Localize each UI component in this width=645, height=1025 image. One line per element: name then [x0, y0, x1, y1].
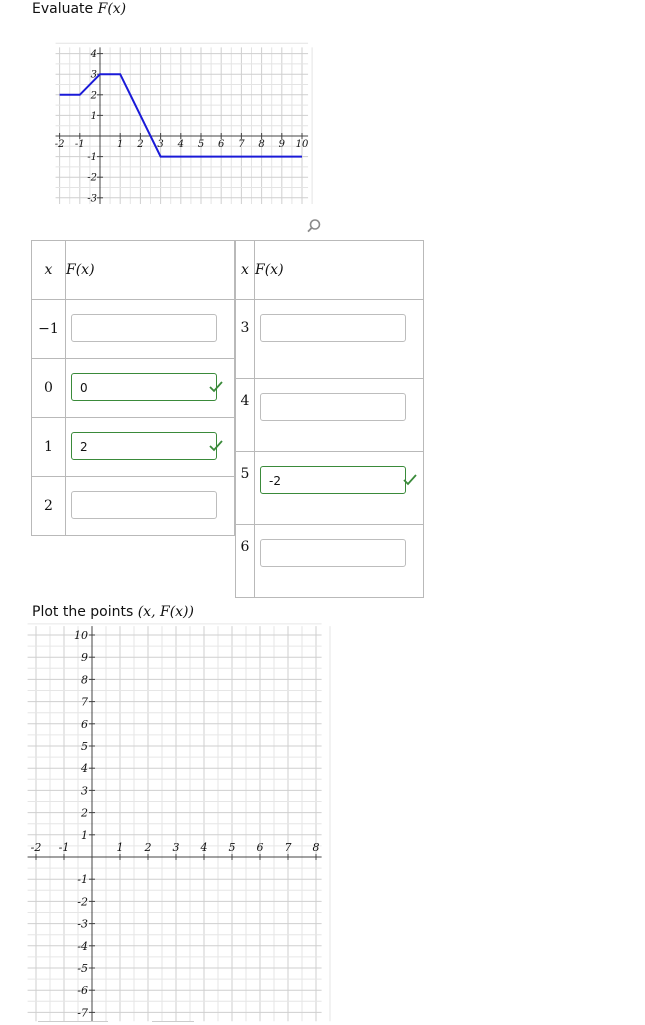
plot-tool-button[interactable]	[152, 1021, 194, 1025]
fx-cell	[66, 418, 235, 477]
plot-grid	[28, 624, 330, 1021]
x-tick-label: -2	[54, 139, 65, 150]
checkmark-icon	[403, 474, 417, 486]
fx-cell	[255, 525, 424, 598]
x-value: 1	[32, 418, 66, 477]
x-tick-label: -1	[58, 841, 70, 854]
y-tick-label: 3	[90, 69, 97, 81]
plot-instruction-pair: (x, F(x))	[137, 604, 194, 620]
header-x: x	[32, 241, 66, 300]
fx-input[interactable]	[71, 314, 217, 342]
fx-input[interactable]	[260, 539, 406, 567]
x-value: 0	[32, 359, 66, 418]
fx-input[interactable]: 2	[71, 432, 217, 460]
fx-cell	[66, 477, 235, 536]
y-tick-label: 7	[81, 695, 88, 709]
x-tick-label: -2	[30, 841, 42, 854]
y-tick-label: -4	[77, 939, 88, 953]
magnifier-icon[interactable]	[306, 218, 322, 234]
x-tick-label: 3	[157, 139, 164, 150]
x-tick-label: -1	[74, 139, 85, 150]
plot-instruction-text: Plot the points	[32, 604, 134, 620]
y-tick-label: 1	[81, 828, 88, 842]
fx-cell	[255, 452, 424, 525]
title-function: F(x)	[97, 1, 127, 17]
x-tick-label: 6	[218, 139, 225, 150]
x-tick-label: 7	[284, 841, 292, 854]
y-tick-label: -1	[77, 873, 88, 887]
x-value: −1	[32, 300, 66, 359]
header-x: x	[236, 241, 255, 300]
y-tick-label: 5	[81, 740, 88, 753]
fx-input[interactable]: -2	[260, 466, 406, 494]
y-tick-label: -7	[77, 1006, 88, 1020]
plot-tool-button[interactable]	[38, 1021, 108, 1025]
plot-instruction	[32, 604, 194, 620]
x-value: 5	[236, 452, 255, 525]
fx-input[interactable]	[260, 314, 406, 342]
y-tick-label: 8	[81, 673, 88, 687]
values-table-left	[31, 240, 235, 536]
y-tick-label: -5	[77, 962, 88, 975]
y-tick-label: -2	[87, 172, 97, 184]
y-tick-label: 3	[81, 784, 88, 798]
y-tick-label: 1	[90, 110, 97, 122]
x-tick-label: 10	[295, 139, 309, 150]
x-tick-label: 4	[200, 841, 208, 854]
y-tick-label: 4	[81, 762, 88, 776]
y-tick-label: 4	[90, 49, 97, 61]
x-value: 6	[236, 525, 255, 598]
x-tick-label: 2	[137, 139, 144, 150]
graph-tick-labels	[55, 49, 309, 204]
fx-cell	[255, 300, 424, 379]
y-tick-label: 6	[81, 717, 88, 731]
y-tick-label: 10	[74, 629, 88, 642]
x-tick-label: 8	[258, 139, 265, 150]
y-tick-label: -1	[87, 152, 97, 164]
x-value: 2	[32, 477, 66, 536]
fx-cell	[66, 359, 235, 418]
header-fx: F(x)	[66, 241, 235, 300]
x-tick-label: 3	[172, 841, 180, 854]
y-tick-label: -6	[77, 984, 88, 998]
plot-tick-labels	[31, 629, 320, 1019]
checkmark-icon	[209, 381, 223, 393]
fx-cell	[66, 300, 235, 359]
y-tick-label: -3	[77, 917, 88, 931]
x-tick-label: 6	[256, 841, 264, 854]
x-value: 4	[236, 379, 255, 452]
x-tick-label: 4	[177, 139, 184, 150]
y-tick-label: 2	[90, 90, 97, 102]
title-text: Evaluate	[32, 1, 94, 17]
x-tick-label: 9	[278, 139, 285, 150]
x-tick-label: 5	[228, 841, 236, 854]
x-tick-label: 1	[117, 139, 124, 150]
page-title	[32, 1, 126, 17]
x-tick-label: 5	[197, 139, 205, 150]
checkmark-icon	[209, 440, 223, 452]
x-value: 3	[236, 300, 255, 379]
fx-input[interactable]: 0	[71, 373, 217, 401]
y-tick-label: 2	[81, 806, 88, 820]
header-fx: F(x)	[255, 241, 424, 300]
x-tick-label: 2	[144, 841, 152, 854]
y-tick-label: -3	[87, 193, 97, 205]
y-tick-label: -2	[77, 895, 88, 909]
fx-cell	[255, 379, 424, 452]
fx-input[interactable]	[71, 491, 217, 519]
x-tick-label: 7	[238, 139, 245, 150]
x-tick-label: 1	[116, 841, 124, 854]
plot-area[interactable]	[25, 628, 325, 1024]
y-tick-label: 9	[81, 651, 88, 665]
x-tick-label: 8	[312, 841, 320, 854]
fx-input[interactable]	[260, 393, 406, 421]
values-table-right	[235, 240, 424, 598]
function-graph	[54, 40, 320, 205]
